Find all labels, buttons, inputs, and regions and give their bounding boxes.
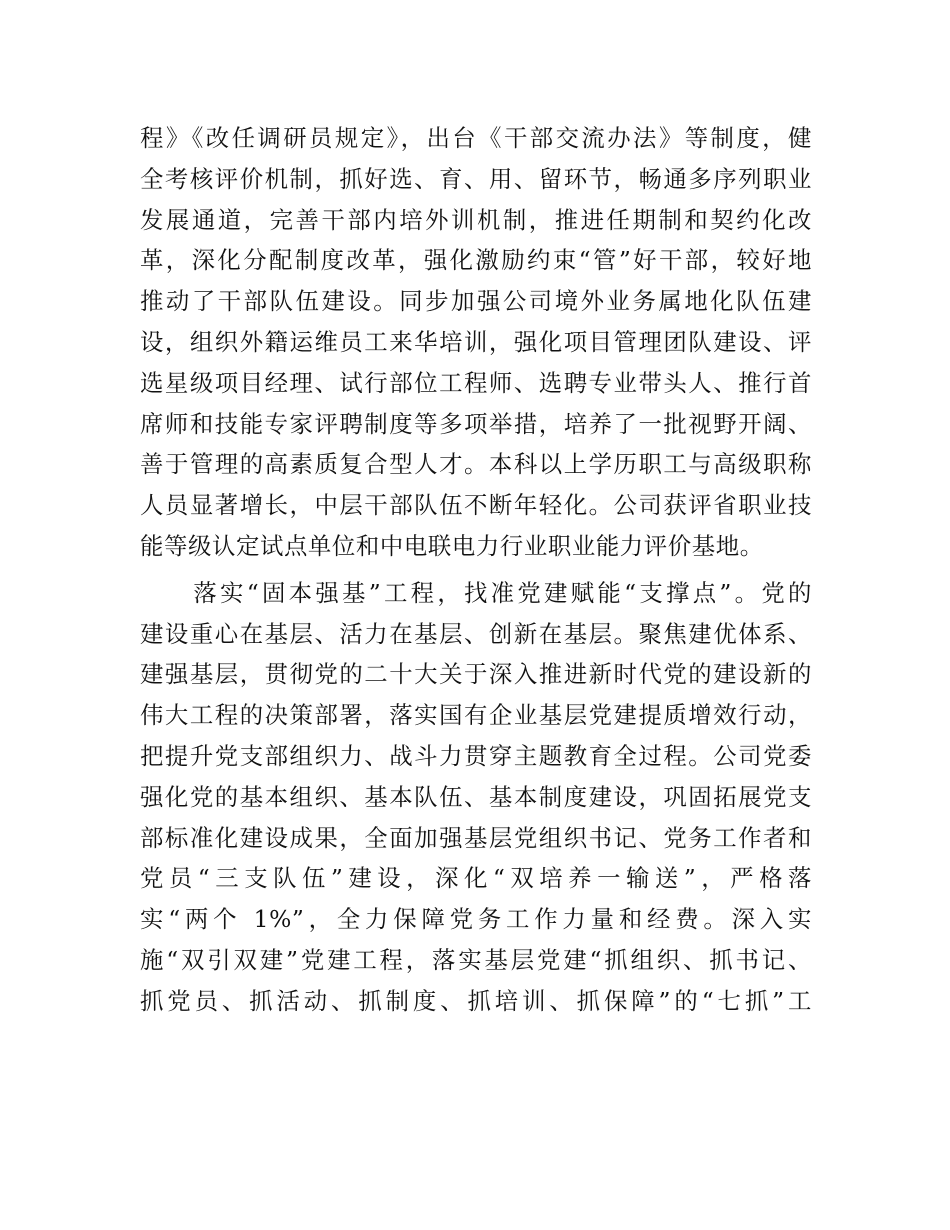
text-line: 选星级项目经理、试行部位工程师、选聘专业带头人、推行首: [140, 368, 812, 397]
text-line: 善于管理的高素质复合型人才。本科以上学历职工与高级职称: [140, 450, 812, 479]
text-line: 席师和技能专家评聘制度等多项举措，培养了一批视野开阔、: [140, 409, 812, 438]
text-line: 革，深化分配制度改革，强化激励约束“管”好干部，较好地: [140, 246, 812, 275]
text-line: 把提升党支部组织力、战斗力贯穿主题教育全过程。公司党委: [140, 741, 812, 770]
text-line: 伟大工程的决策部署，落实国有企业基层党建提质增效行动，: [140, 701, 812, 730]
text-line: 党员“三支队伍”建设，深化“双培养一输送”，严格落: [140, 864, 812, 893]
text-line: 建设重心在基层、活力在基层、创新在基层。聚焦建优体系、: [140, 619, 812, 648]
text-line: 落实“固本强基”工程，找准党建赋能“支撑点”。党的: [140, 578, 812, 607]
text-line: 发展通道，完善干部内培外训机制，推进任期制和契约化改: [140, 205, 812, 234]
text-line: 人员显著增长，中层干部队伍不断年轻化。公司获评省职业技: [140, 491, 812, 520]
text-line: 实“两个 1%”，全力保障党务工作力量和经费。深入实: [140, 905, 812, 934]
paragraph-cadre-team: [140, 118, 812, 567]
text-line: 能等级认定试点单位和中电联电力行业职业能力评价基地。: [140, 531, 764, 560]
text-line: 建强基层，贯彻党的二十大关于深入推进新时代党的建设新的: [140, 660, 812, 689]
text-line: 施“双引双建”党建工程，落实基层党建“抓组织、抓书记、: [140, 945, 812, 974]
text-line: 抓党员、抓活动、抓制度、抓培训、抓保障”的“七抓”工: [140, 986, 812, 1015]
document-body: [140, 118, 812, 1028]
text-line: 全考核评价机制，抓好选、育、用、留环节，畅通多序列职业: [140, 164, 812, 193]
text-line: 部标准化建设成果，全面加强基层党组织书记、党务工作者和: [140, 823, 812, 852]
paragraph-party-building: [140, 573, 812, 1022]
text-line: 强化党的基本组织、基本队伍、基本制度建设，巩固拓展党支: [140, 782, 812, 811]
text-line: 推动了干部队伍建设。同步加强公司境外业务属地化队伍建: [140, 287, 812, 316]
text-line: 设，组织外籍运维员工来华培训，强化项目管理团队建设、评: [140, 327, 812, 356]
text-line: 程》《改任调研员规定》，出台《干部交流办法》等制度，健: [140, 124, 812, 152]
